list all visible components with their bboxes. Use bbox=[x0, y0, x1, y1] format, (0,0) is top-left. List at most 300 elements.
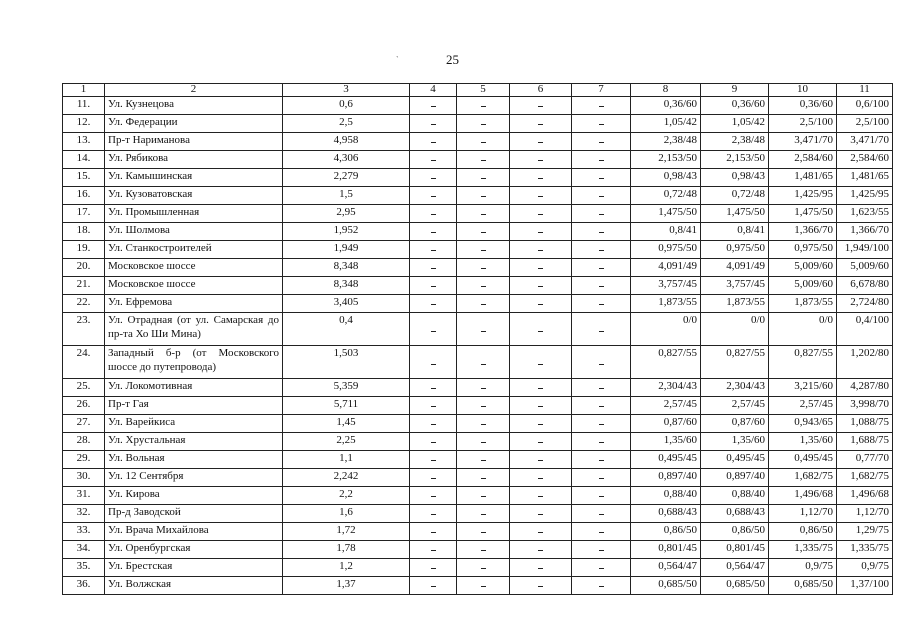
dash-mark bbox=[431, 250, 436, 251]
empty-dash-cell bbox=[510, 505, 572, 523]
empty-dash-cell bbox=[572, 415, 631, 433]
length-cell: 2,2 bbox=[283, 487, 410, 505]
dash-mark bbox=[481, 106, 486, 107]
value-cell-col9: 1,873/55 bbox=[701, 295, 769, 313]
empty-dash-cell bbox=[457, 346, 510, 379]
empty-dash-cell bbox=[410, 415, 457, 433]
empty-dash-cell bbox=[572, 577, 631, 595]
dash-mark bbox=[599, 196, 604, 197]
column-header: 2 bbox=[105, 84, 283, 97]
empty-dash-cell bbox=[457, 133, 510, 151]
dash-mark bbox=[538, 406, 543, 407]
empty-dash-cell bbox=[572, 451, 631, 469]
empty-dash-cell bbox=[572, 559, 631, 577]
dash-mark bbox=[538, 388, 543, 389]
length-cell: 0,4 bbox=[283, 313, 410, 346]
dash-mark bbox=[599, 214, 604, 215]
value-cell-col9: 1,35/60 bbox=[701, 433, 769, 451]
value-cell-col10: 3,215/60 bbox=[769, 379, 837, 397]
value-cell-col11: 1,37/100 bbox=[837, 577, 893, 595]
empty-dash-cell bbox=[510, 97, 572, 115]
value-cell-col8: 2,38/48 bbox=[631, 133, 701, 151]
value-cell-col9: 0/0 bbox=[701, 313, 769, 346]
table-row bbox=[63, 487, 893, 505]
empty-dash-cell bbox=[410, 169, 457, 187]
dash-mark bbox=[599, 268, 604, 269]
empty-dash-cell bbox=[510, 187, 572, 205]
length-cell: 3,405 bbox=[283, 295, 410, 313]
dash-mark bbox=[431, 232, 436, 233]
empty-dash-cell bbox=[410, 541, 457, 559]
table-row bbox=[63, 277, 893, 295]
value-cell-col8: 0/0 bbox=[631, 313, 701, 346]
empty-dash-cell bbox=[457, 187, 510, 205]
row-number-cell: 17. bbox=[63, 205, 105, 223]
value-cell-col8: 1,873/55 bbox=[631, 295, 701, 313]
dash-mark bbox=[538, 496, 543, 497]
dash-mark bbox=[481, 268, 486, 269]
table-row bbox=[63, 223, 893, 241]
value-cell-col8: 2,153/50 bbox=[631, 151, 701, 169]
empty-dash-cell bbox=[410, 469, 457, 487]
empty-dash-cell bbox=[457, 277, 510, 295]
value-cell-col10: 1,12/70 bbox=[769, 505, 837, 523]
value-cell-col9: 0,688/43 bbox=[701, 505, 769, 523]
value-cell-col11: 1,688/75 bbox=[837, 433, 893, 451]
column-header: 3 bbox=[283, 84, 410, 97]
dash-mark bbox=[431, 331, 436, 332]
empty-dash-cell bbox=[510, 397, 572, 415]
empty-dash-cell bbox=[572, 541, 631, 559]
row-number-cell: 34. bbox=[63, 541, 105, 559]
empty-dash-cell bbox=[457, 241, 510, 259]
empty-dash-cell bbox=[572, 397, 631, 415]
dash-mark bbox=[599, 550, 604, 551]
row-number-cell: 25. bbox=[63, 379, 105, 397]
length-cell: 2,5 bbox=[283, 115, 410, 133]
dash-mark bbox=[431, 460, 436, 461]
dash-mark bbox=[431, 178, 436, 179]
dash-mark bbox=[599, 364, 604, 365]
value-cell-col11: 2,584/60 bbox=[837, 151, 893, 169]
empty-dash-cell bbox=[457, 415, 510, 433]
row-number-cell: 36. bbox=[63, 577, 105, 595]
empty-dash-cell bbox=[457, 559, 510, 577]
value-cell-col10: 0,943/65 bbox=[769, 415, 837, 433]
dash-mark bbox=[538, 196, 543, 197]
street-name-cell: Ул. Рябикова bbox=[105, 151, 283, 169]
dash-mark bbox=[599, 388, 604, 389]
dash-mark bbox=[538, 124, 543, 125]
empty-dash-cell bbox=[572, 223, 631, 241]
empty-dash-cell bbox=[572, 433, 631, 451]
empty-dash-cell bbox=[410, 379, 457, 397]
length-cell: 1,72 bbox=[283, 523, 410, 541]
value-cell-col8: 0,495/45 bbox=[631, 451, 701, 469]
empty-dash-cell bbox=[410, 295, 457, 313]
value-cell-col8: 0,8/41 bbox=[631, 223, 701, 241]
empty-dash-cell bbox=[410, 187, 457, 205]
empty-dash-cell bbox=[572, 241, 631, 259]
empty-dash-cell bbox=[510, 259, 572, 277]
empty-dash-cell bbox=[572, 313, 631, 346]
value-cell-col11: 1,496/68 bbox=[837, 487, 893, 505]
column-header: 1 bbox=[63, 84, 105, 97]
value-cell-col8: 3,757/45 bbox=[631, 277, 701, 295]
value-cell-col8: 0,897/40 bbox=[631, 469, 701, 487]
row-number-cell: 19. bbox=[63, 241, 105, 259]
value-cell-col9: 0,685/50 bbox=[701, 577, 769, 595]
length-cell: 1,952 bbox=[283, 223, 410, 241]
dash-mark bbox=[431, 268, 436, 269]
empty-dash-cell bbox=[572, 205, 631, 223]
value-cell-col8: 0,98/43 bbox=[631, 169, 701, 187]
value-cell-col10: 3,471/70 bbox=[769, 133, 837, 151]
dash-mark bbox=[481, 178, 486, 179]
value-cell-col10: 0,86/50 bbox=[769, 523, 837, 541]
empty-dash-cell bbox=[410, 433, 457, 451]
street-name-cell: Ул. Кирова bbox=[105, 487, 283, 505]
dash-mark bbox=[599, 478, 604, 479]
dash-mark bbox=[481, 142, 486, 143]
street-name-cell: Ул. Камышинская bbox=[105, 169, 283, 187]
dash-mark bbox=[481, 331, 486, 332]
empty-dash-cell bbox=[510, 169, 572, 187]
column-header: 4 bbox=[410, 84, 457, 97]
table-row bbox=[63, 259, 893, 277]
value-cell-col10: 0,36/60 bbox=[769, 97, 837, 115]
street-name-cell: Пр-т Гая bbox=[105, 397, 283, 415]
value-cell-col11: 1,335/75 bbox=[837, 541, 893, 559]
empty-dash-cell bbox=[510, 223, 572, 241]
dash-mark bbox=[599, 250, 604, 251]
dash-mark bbox=[431, 364, 436, 365]
value-cell-col8: 0,36/60 bbox=[631, 97, 701, 115]
dash-mark bbox=[538, 364, 543, 365]
value-cell-col10: 2,5/100 bbox=[769, 115, 837, 133]
empty-dash-cell bbox=[510, 295, 572, 313]
empty-dash-cell bbox=[410, 559, 457, 577]
dash-mark bbox=[431, 514, 436, 515]
empty-dash-cell bbox=[572, 259, 631, 277]
dash-mark bbox=[599, 232, 604, 233]
value-cell-col10: 1,35/60 bbox=[769, 433, 837, 451]
value-cell-col9: 2,57/45 bbox=[701, 397, 769, 415]
table-row bbox=[63, 187, 893, 205]
empty-dash-cell bbox=[457, 577, 510, 595]
empty-dash-cell bbox=[572, 295, 631, 313]
row-number-cell: 11. bbox=[63, 97, 105, 115]
dash-mark bbox=[599, 124, 604, 125]
row-number-cell: 35. bbox=[63, 559, 105, 577]
dash-mark bbox=[481, 304, 486, 305]
length-cell: 5,711 bbox=[283, 397, 410, 415]
dash-mark bbox=[538, 568, 543, 569]
dash-mark bbox=[431, 214, 436, 215]
value-cell-col9: 2,38/48 bbox=[701, 133, 769, 151]
value-cell-col8: 0,564/47 bbox=[631, 559, 701, 577]
row-number-cell: 23. bbox=[63, 313, 105, 346]
street-name-cell: Ул. Врача Михайлова bbox=[105, 523, 283, 541]
dash-mark bbox=[481, 550, 486, 551]
value-cell-col10: 0/0 bbox=[769, 313, 837, 346]
empty-dash-cell bbox=[410, 259, 457, 277]
dash-mark bbox=[481, 478, 486, 479]
street-name-cell: Западный б-р (от Московского шоссе до путепровода) bbox=[105, 346, 283, 379]
column-header: 5 bbox=[457, 84, 510, 97]
column-header: 8 bbox=[631, 84, 701, 97]
empty-dash-cell bbox=[510, 577, 572, 595]
dash-mark bbox=[538, 160, 543, 161]
empty-dash-cell bbox=[410, 97, 457, 115]
street-name-cell: Московское шоссе bbox=[105, 277, 283, 295]
empty-dash-cell bbox=[410, 505, 457, 523]
value-cell-col11: 6,678/80 bbox=[837, 277, 893, 295]
row-number-cell: 26. bbox=[63, 397, 105, 415]
dash-mark bbox=[481, 406, 486, 407]
value-cell-col9: 2,153/50 bbox=[701, 151, 769, 169]
street-name-cell: Ул. Кузоватовская bbox=[105, 187, 283, 205]
value-cell-col10: 2,57/45 bbox=[769, 397, 837, 415]
dash-mark bbox=[538, 460, 543, 461]
table-row bbox=[63, 397, 893, 415]
dash-mark bbox=[481, 124, 486, 125]
empty-dash-cell bbox=[572, 505, 631, 523]
value-cell-col11: 0,77/70 bbox=[837, 451, 893, 469]
row-number-cell: 30. bbox=[63, 469, 105, 487]
street-name-cell: Ул. Отрадная (от ул. Самарская до пр-та Хо Ши Мина) bbox=[105, 313, 283, 346]
length-cell: 1,5 bbox=[283, 187, 410, 205]
dash-mark bbox=[431, 406, 436, 407]
value-cell-col10: 0,9/75 bbox=[769, 559, 837, 577]
dash-mark bbox=[431, 550, 436, 551]
value-cell-col8: 1,35/60 bbox=[631, 433, 701, 451]
empty-dash-cell bbox=[572, 277, 631, 295]
dash-mark bbox=[431, 196, 436, 197]
length-cell: 1,78 bbox=[283, 541, 410, 559]
row-number-cell: 22. bbox=[63, 295, 105, 313]
dash-mark bbox=[538, 250, 543, 251]
table-row bbox=[63, 415, 893, 433]
value-cell-col10: 1,475/50 bbox=[769, 205, 837, 223]
dash-mark bbox=[538, 106, 543, 107]
dash-mark bbox=[481, 160, 486, 161]
dash-mark bbox=[599, 586, 604, 587]
value-cell-col10: 1,682/75 bbox=[769, 469, 837, 487]
street-name-cell: Пр-т Нариманова bbox=[105, 133, 283, 151]
street-name-cell: Ул. Промышленная bbox=[105, 205, 283, 223]
dash-mark bbox=[538, 286, 543, 287]
empty-dash-cell bbox=[572, 169, 631, 187]
value-cell-col8: 0,685/50 bbox=[631, 577, 701, 595]
dash-mark bbox=[431, 568, 436, 569]
empty-dash-cell bbox=[410, 223, 457, 241]
empty-dash-cell bbox=[572, 487, 631, 505]
dash-mark bbox=[599, 160, 604, 161]
dash-mark bbox=[431, 304, 436, 305]
dash-mark bbox=[599, 286, 604, 287]
empty-dash-cell bbox=[572, 523, 631, 541]
street-name-cell: Ул. 12 Сентября bbox=[105, 469, 283, 487]
value-cell-col8: 1,475/50 bbox=[631, 205, 701, 223]
value-cell-col10: 0,495/45 bbox=[769, 451, 837, 469]
dash-mark bbox=[599, 442, 604, 443]
empty-dash-cell bbox=[410, 115, 457, 133]
dash-mark bbox=[599, 178, 604, 179]
length-cell: 2,25 bbox=[283, 433, 410, 451]
value-cell-col9: 0,87/60 bbox=[701, 415, 769, 433]
row-number-cell: 32. bbox=[63, 505, 105, 523]
dash-mark bbox=[599, 514, 604, 515]
empty-dash-cell bbox=[572, 469, 631, 487]
length-cell: 1,1 bbox=[283, 451, 410, 469]
row-number-cell: 16. bbox=[63, 187, 105, 205]
row-number-cell: 24. bbox=[63, 346, 105, 379]
street-name-cell: Ул. Брестская bbox=[105, 559, 283, 577]
value-cell-col11: 1,366/70 bbox=[837, 223, 893, 241]
empty-dash-cell bbox=[410, 577, 457, 595]
row-number-cell: 28. bbox=[63, 433, 105, 451]
length-cell: 1,45 bbox=[283, 415, 410, 433]
dash-mark bbox=[481, 514, 486, 515]
value-cell-col10: 1,335/75 bbox=[769, 541, 837, 559]
value-cell-col8: 2,57/45 bbox=[631, 397, 701, 415]
table-row bbox=[63, 97, 893, 115]
value-cell-col11: 2,5/100 bbox=[837, 115, 893, 133]
column-header: 6 bbox=[510, 84, 572, 97]
empty-dash-cell bbox=[457, 223, 510, 241]
dash-mark bbox=[538, 478, 543, 479]
value-cell-col9: 0,86/50 bbox=[701, 523, 769, 541]
row-number-cell: 29. bbox=[63, 451, 105, 469]
value-cell-col8: 0,88/40 bbox=[631, 487, 701, 505]
dash-mark bbox=[431, 106, 436, 107]
dash-mark bbox=[599, 142, 604, 143]
dash-mark bbox=[599, 568, 604, 569]
dash-mark bbox=[538, 268, 543, 269]
street-name-cell: Ул. Хрустальная bbox=[105, 433, 283, 451]
empty-dash-cell bbox=[572, 346, 631, 379]
value-cell-col8: 0,87/60 bbox=[631, 415, 701, 433]
dash-mark bbox=[481, 250, 486, 251]
dash-mark bbox=[481, 496, 486, 497]
dash-mark bbox=[481, 460, 486, 461]
dash-mark bbox=[599, 424, 604, 425]
value-cell-col9: 0,495/45 bbox=[701, 451, 769, 469]
table-row bbox=[63, 295, 893, 313]
dash-mark bbox=[599, 496, 604, 497]
length-cell: 4,306 bbox=[283, 151, 410, 169]
value-cell-col8: 0,827/55 bbox=[631, 346, 701, 379]
empty-dash-cell bbox=[410, 205, 457, 223]
scan-speck: ` bbox=[396, 55, 399, 64]
dash-mark bbox=[481, 388, 486, 389]
empty-dash-cell bbox=[457, 487, 510, 505]
street-name-cell: Ул. Федерации bbox=[105, 115, 283, 133]
street-name-cell: Ул. Ефремова bbox=[105, 295, 283, 313]
value-cell-col9: 2,304/43 bbox=[701, 379, 769, 397]
street-name-cell: Ул. Шолмова bbox=[105, 223, 283, 241]
empty-dash-cell bbox=[572, 379, 631, 397]
value-cell-col8: 0,72/48 bbox=[631, 187, 701, 205]
value-cell-col10: 0,685/50 bbox=[769, 577, 837, 595]
value-cell-col10: 0,975/50 bbox=[769, 241, 837, 259]
roads-table bbox=[62, 83, 893, 595]
row-number-cell: 18. bbox=[63, 223, 105, 241]
value-cell-col11: 3,471/70 bbox=[837, 133, 893, 151]
dash-mark bbox=[538, 442, 543, 443]
value-cell-col9: 3,757/45 bbox=[701, 277, 769, 295]
dash-mark bbox=[431, 388, 436, 389]
row-number-cell: 12. bbox=[63, 115, 105, 133]
dash-mark bbox=[431, 424, 436, 425]
dash-mark bbox=[538, 550, 543, 551]
empty-dash-cell bbox=[410, 313, 457, 346]
dash-mark bbox=[431, 286, 436, 287]
value-cell-col9: 0,88/40 bbox=[701, 487, 769, 505]
empty-dash-cell bbox=[457, 205, 510, 223]
street-name-cell: Ул. Волжская bbox=[105, 577, 283, 595]
row-number-cell: 33. bbox=[63, 523, 105, 541]
street-name-cell: Ул. Вольная bbox=[105, 451, 283, 469]
dash-mark bbox=[538, 214, 543, 215]
value-cell-col11: 4,287/80 bbox=[837, 379, 893, 397]
row-number-cell: 20. bbox=[63, 259, 105, 277]
value-cell-col9: 0,897/40 bbox=[701, 469, 769, 487]
table-row bbox=[63, 151, 893, 169]
value-cell-col9: 0,36/60 bbox=[701, 97, 769, 115]
empty-dash-cell bbox=[510, 523, 572, 541]
empty-dash-cell bbox=[510, 346, 572, 379]
empty-dash-cell bbox=[510, 133, 572, 151]
value-cell-col9: 1,05/42 bbox=[701, 115, 769, 133]
length-cell: 0,6 bbox=[283, 97, 410, 115]
value-cell-col11: 2,724/80 bbox=[837, 295, 893, 313]
empty-dash-cell bbox=[510, 241, 572, 259]
dash-mark bbox=[481, 196, 486, 197]
table-row bbox=[63, 469, 893, 487]
empty-dash-cell bbox=[457, 259, 510, 277]
empty-dash-cell bbox=[510, 205, 572, 223]
dash-mark bbox=[431, 160, 436, 161]
street-name-cell: Ул. Оренбургская bbox=[105, 541, 283, 559]
dash-mark bbox=[481, 286, 486, 287]
table-row bbox=[63, 523, 893, 541]
dash-mark bbox=[538, 142, 543, 143]
dash-mark bbox=[431, 142, 436, 143]
value-cell-col10: 1,481/65 bbox=[769, 169, 837, 187]
dash-mark bbox=[599, 331, 604, 332]
value-cell-col11: 0,4/100 bbox=[837, 313, 893, 346]
dash-mark bbox=[538, 514, 543, 515]
empty-dash-cell bbox=[457, 97, 510, 115]
table-row bbox=[63, 559, 893, 577]
empty-dash-cell bbox=[457, 313, 510, 346]
dash-mark bbox=[431, 124, 436, 125]
value-cell-col11: 1,682/75 bbox=[837, 469, 893, 487]
table-row bbox=[63, 577, 893, 595]
length-cell: 2,242 bbox=[283, 469, 410, 487]
table-row bbox=[63, 379, 893, 397]
value-cell-col8: 1,05/42 bbox=[631, 115, 701, 133]
value-cell-col10: 1,425/95 bbox=[769, 187, 837, 205]
page-number: 25 bbox=[446, 52, 459, 67]
empty-dash-cell bbox=[410, 151, 457, 169]
dash-mark bbox=[538, 424, 543, 425]
row-number-cell: 15. bbox=[63, 169, 105, 187]
empty-dash-cell bbox=[457, 379, 510, 397]
value-cell-col8: 0,975/50 bbox=[631, 241, 701, 259]
